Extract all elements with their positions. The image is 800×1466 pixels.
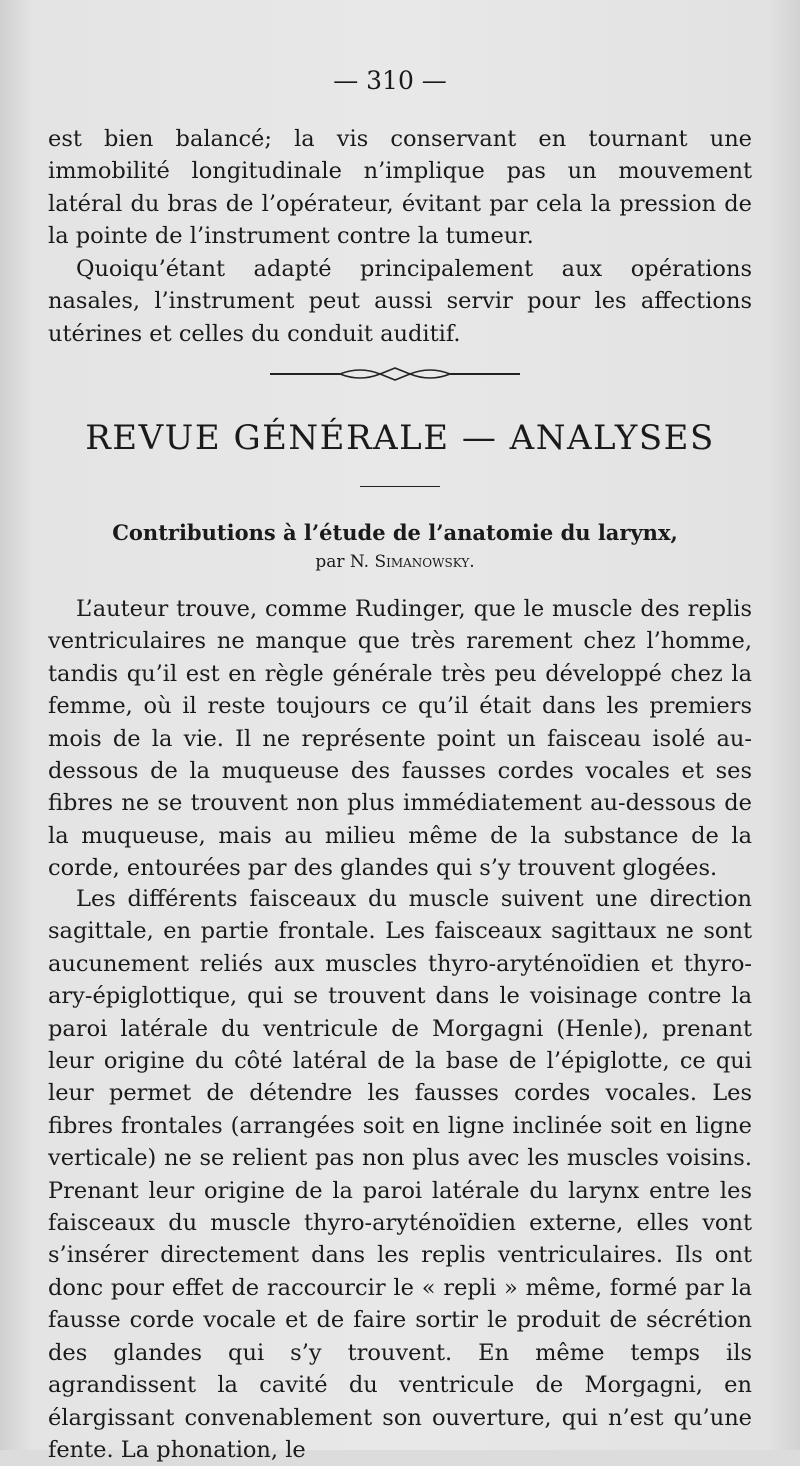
paragraph-body-1: L’auteur trouve, comme Rudinger, que le muscle des replis ventriculaires ne manque que très rarement chez l’homme, tandis qu’il est en règle générale très peu développé chez la femme, où il reste toujours ce qu’il était dans les premiers mois de la vie. Il ne représente point un faisceau isolé au-dessous de la muqueuse des fausses cordes vocales et ses fibres ne se trouvent non plus immédiatement au-dessous de la muqueuse, mais au milieu même de la substance de la corde, entourées par des glandes qui s’y trouvent glogées. xyxy=(48,596,752,882)
paragraph-body-2: Les différents faisceaux du muscle suivent une direction sagittale, en partie frontale. Les faisceaux sagittaux ne sont aucunement reliés aux muscles thyro-aryténoïdien et thyro-ary-épiglottique, qui se trouvent dans le voisinage contre la paroi latérale du ventricule de Morgagni (Henle), prenant leur origine du côté latéral de la base de l’épiglotte, ce qui leur permet de détendre les fausses cordes vocales. Les fibres frontales (arrangées soit en ligne inclinée soit en ligne verticale) ne se relient pas non plus avec les muscles voisins. Prenant leur origine de la paroi latérale du larynx entre les faisceaux du muscle thyro-aryténoïdien externe, elles vont s’insérer directement dans les replis ventriculaires. Ils ont donc pour effet de raccourcir le « repli » même, formé par la fausse corde vocale et de faire sortir le produit de sécrétion des glandes qui s’y trouvent. En même temps ils agrandissent la cavité du ventricule de Morgagni, en élargissant convenablement son ouverture, qui n’est qu’une fente. La phonation, le xyxy=(48,886,752,1463)
article-title: Contributions à l’étude de l’anatomie du larynx, xyxy=(112,520,678,545)
article-author xyxy=(0,552,790,572)
author-prefix: par N. xyxy=(315,552,375,572)
paragraph-instrument: Quoiqu’étant adapté principalement aux opérations nasales, l’instrument peut aussi servir pour les affections utérines et celles du conduit auditif. xyxy=(48,256,752,347)
author-name: Simanowsky. xyxy=(374,552,475,572)
title-rule xyxy=(360,486,440,487)
ornament-divider xyxy=(270,364,520,384)
page-number: — 310 — xyxy=(333,66,447,95)
section-title: REVUE GÉNÉRALE — ANALYSES xyxy=(85,418,715,458)
paragraph-continued: est bien balancé; la vis conservant en tournant une immobilité longitudinale n’implique pas un mouvement latéral du bras de l’opérateur, évitant par cela la pression de la pointe de l’instrument contre la tumeur. xyxy=(48,126,752,250)
